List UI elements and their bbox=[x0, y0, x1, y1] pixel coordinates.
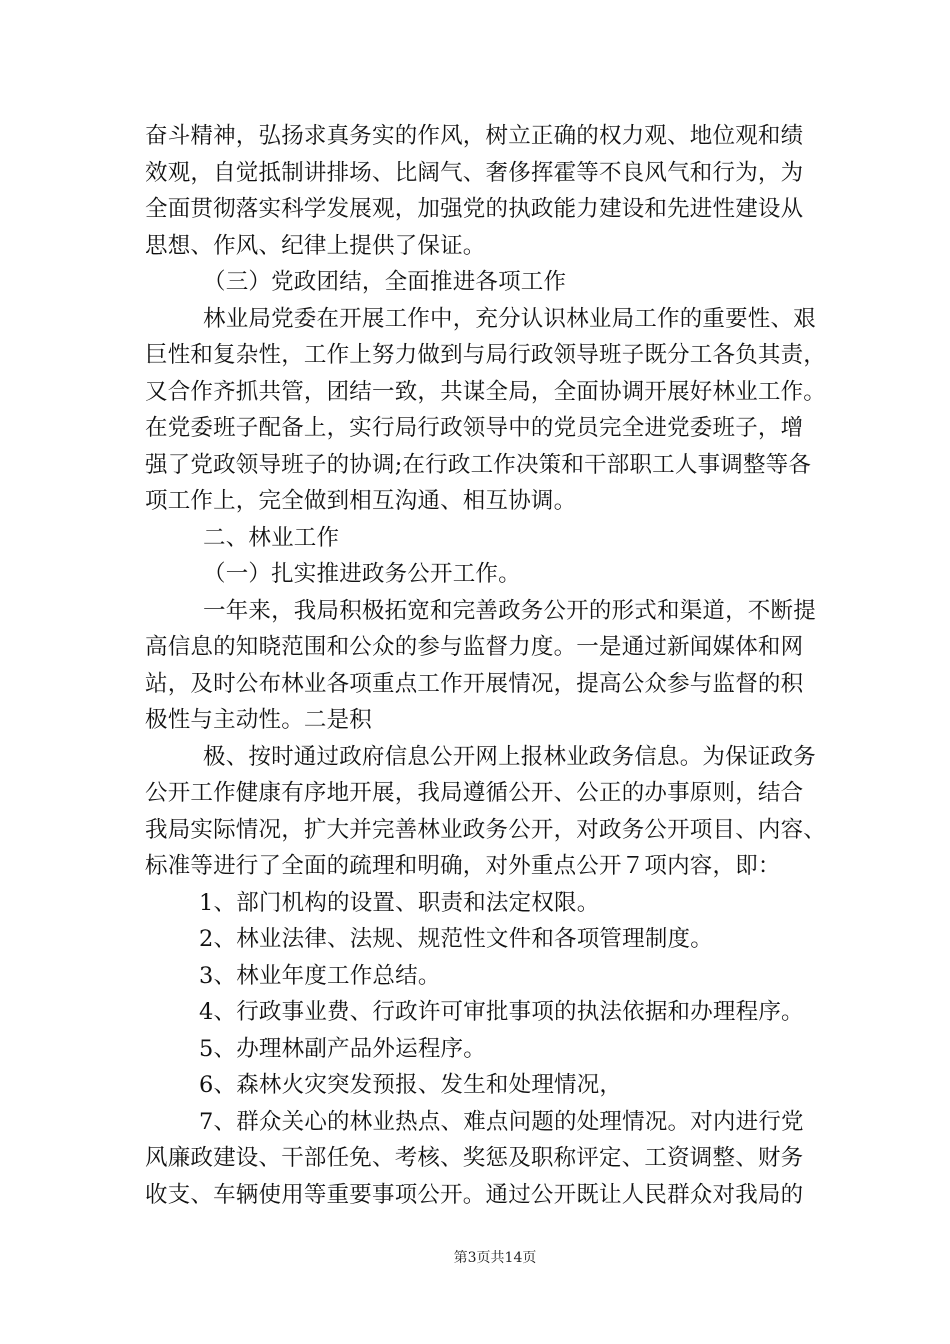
text-line: 全面贯彻落实科学发展观，加强党的执政能力建设和先进性建设从 bbox=[145, 196, 804, 222]
section-heading: （三）党政团结，全面推进各项工作 bbox=[203, 269, 567, 295]
text-line: 又合作齐抓共管，团结一致，共谋全局，全面协调开展好林业工作。 bbox=[145, 378, 827, 405]
text-line: 强了党政领导班子的协调;在行政工作决策和干部职工人事调整等各 bbox=[145, 451, 812, 478]
list-item: 4、行政事业费、行政许可审批事项的执法依据和办理程序。 bbox=[199, 999, 804, 1025]
text-line: 风廉政建设、干部任免、考核、奖惩及职称评定、工资调整、财务 bbox=[145, 1145, 804, 1171]
page-number: 第3页共14页 bbox=[453, 1250, 537, 1266]
list-item: 7、群众关心的林业热点、难点问题的处理情况。对内进行党 bbox=[199, 1108, 804, 1135]
text-line: 效观，自觉抵制讲排场、比阔气、奢侈挥霍等不良风气和行为，为 bbox=[145, 159, 804, 186]
text-line: 思想、作风、纪律上提供了保证。 bbox=[145, 232, 486, 259]
text-line: 收支、车辆使用等重要事项公开。通过公开既让人民群众对我局的 bbox=[145, 1181, 804, 1208]
text-line: 在党委班子配备上，实行局行政领导中的党员完全进党委班子，增 bbox=[145, 415, 804, 441]
section-heading: （一）扎实推进政务公开工作。 bbox=[203, 561, 521, 587]
list-item: 3、林业年度工作总结。 bbox=[199, 962, 441, 989]
text-line: 一年来，我局积极拓宽和完善政务公开的形式和渠道，不断提 bbox=[203, 597, 816, 624]
text-line: 奋斗精神，弘扬求真务实的作风，树立正确的权力观、地位观和绩 bbox=[145, 123, 804, 149]
text-line: 我局实际情况，扩大并完善林业政务公开，对政务公开项目、内容、 bbox=[145, 816, 827, 843]
text-line: 林业局党委在开展工作中，充分认识林业局工作的重要性、艰 bbox=[203, 305, 816, 332]
text-line: 公开工作健康有序地开展，我局遵循公开、公正的办事原则，结合 bbox=[145, 780, 804, 806]
section-heading: 二、林业工作 bbox=[203, 524, 340, 551]
text-line: 高信息的知晓范围和公众的参与监督力度。一是通过新闻媒体和网 bbox=[145, 634, 804, 660]
list-item: 5、办理林副产品外运程序。 bbox=[199, 1035, 486, 1062]
text-line: 标准等进行了全面的疏理和明确，对外重点公开７项内容，即： bbox=[145, 853, 781, 879]
list-item: 2、林业法律、法规、规范性文件和各项管理制度。 bbox=[199, 926, 713, 952]
text-line: 极、按时通过政府信息公开网上报林业政务信息。为保证政务 bbox=[203, 743, 816, 770]
text-line: 站，及时公布林业各项重点工作开展情况，提高公众参与监督的积 bbox=[145, 670, 804, 697]
text-line: 巨性和复杂性，工作上努力做到与局行政领导班子既分工各负其责， bbox=[145, 342, 827, 368]
text-line: 项工作上，完全做到相互沟通、相互协调。 bbox=[145, 488, 577, 514]
list-item: 1、部门机构的设置、职责和法定权限。 bbox=[199, 889, 600, 916]
list-item: 6、森林火灾突发预报、发生和处理情况， bbox=[199, 1072, 623, 1098]
text-line: 极性与主动性。二是积 bbox=[145, 707, 373, 733]
document-body bbox=[145, 118, 825, 1213]
